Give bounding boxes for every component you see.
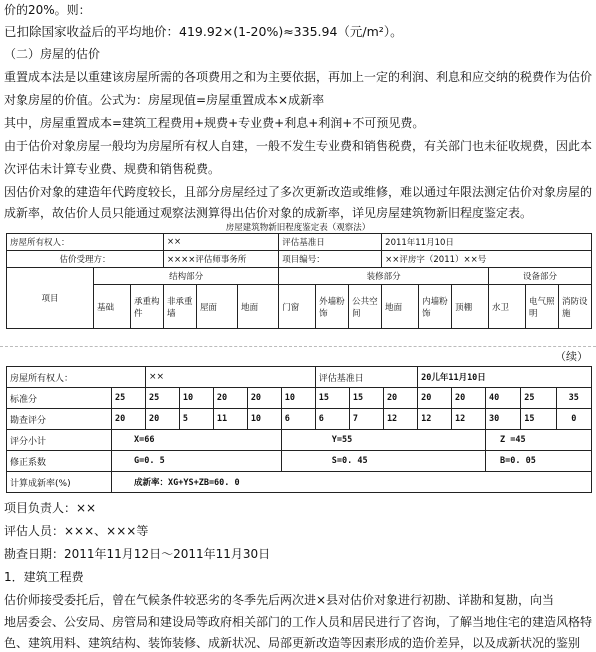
result-value: 成新率：XG+YS+ZB=60. 0 (112, 472, 592, 493)
subtotal-decoration: Y=55 (281, 430, 485, 451)
date-label: 评估基准日 (315, 367, 417, 388)
cell: 12 (418, 409, 452, 430)
cell: 20 (452, 388, 486, 409)
table-row (7, 430, 592, 451)
cell: 25 (145, 388, 179, 409)
group-header: 设备部分 (489, 268, 592, 285)
group-header: 结构部分 (94, 268, 279, 285)
row-label: 修正系数 (7, 451, 112, 472)
owner-label: 房屋所有权人： (7, 367, 146, 388)
coef-equipment: B=0. 05 (486, 451, 592, 472)
project-no-label: 项目编号： (279, 251, 382, 268)
cell: 20 (213, 388, 247, 409)
owner-label: 房屋所有权人： (7, 234, 164, 251)
cell: 7 (349, 409, 383, 430)
cell: 0 (556, 409, 591, 430)
assessment-table (6, 233, 592, 329)
row-label: 勘查评分 (7, 409, 112, 430)
cell: 40 (486, 388, 521, 409)
divider (0, 346, 596, 347)
paragraph: 对象房屋的价值。公式为：房屋现值=房屋重置成本×成新率 (4, 93, 325, 107)
table-row (7, 472, 592, 493)
paragraph: 由于估价对象房屋一般均为房屋所有权人自建，一般不发生专业费和销售税费，有关部门也未征收规费，因此本 (4, 139, 593, 153)
date-value: 20儿年11月10日 (418, 367, 592, 388)
paragraph: 重置成本法是以重建该房屋所需的各项费用之和为主要依据，再加上一定的利润、利息和应交纳的税费作为估价 (4, 70, 593, 84)
column-header: 消防设施 (559, 285, 592, 329)
client-label: 估价受理方： (7, 251, 164, 268)
subtotal-structure: X=66 (112, 430, 282, 451)
coef-decoration: S=0. 45 (281, 451, 485, 472)
subtotal-equipment: Z =45 (486, 430, 592, 451)
paragraph: 价的20%。则： (4, 3, 91, 17)
cell: 25 (521, 388, 556, 409)
cell: 35 (556, 388, 591, 409)
cell: 20 (145, 409, 179, 430)
cell: 5 (179, 409, 213, 430)
table-row (7, 388, 592, 409)
row-label: 评分小计 (7, 430, 112, 451)
column-header: 水卫 (489, 285, 526, 329)
cell: 6 (281, 409, 315, 430)
column-header: 屋面 (196, 285, 237, 329)
paragraph: 估价师接受委托后，曾在气候条件较恶劣的冬季先后两次进×县对估价对象进行初勘、详勘和复勘，向当 (4, 593, 555, 607)
row-label: 标准分 (7, 388, 112, 409)
owner-value: ×× (145, 367, 315, 388)
paragraph: 色、建筑用料、建筑结构、装饰装修、成新状况、局部更新改造等因素形成的造价差异，以及成新状况的鉴别 (4, 636, 581, 650)
date-value: 2011年11月10日 (382, 234, 592, 251)
cell: 10 (281, 388, 315, 409)
column-header: 地面 (238, 285, 279, 329)
assessment-table-continued (6, 366, 592, 493)
paragraph: 地居委会、公安局、房管局和建设局等政府相关部门的工作人员和居民进行了咨询，了解当地住宅的建造风格特 (4, 615, 593, 629)
cell: 30 (486, 409, 521, 430)
cell: 6 (315, 409, 349, 430)
cell: 12 (452, 409, 486, 430)
column-header: 内墙粉饰 (419, 285, 452, 329)
column-header: 公共空间 (349, 285, 382, 329)
table-row (7, 451, 592, 472)
table-title: 房屋建筑物新旧程度鉴定表（观察法） (225, 223, 371, 233)
column-header: 地面 (382, 285, 419, 329)
continued-label: （续） (555, 350, 588, 363)
section-heading: （二）房屋的估价 (4, 47, 101, 61)
column-header: 基础 (94, 285, 131, 329)
cell: 15 (349, 388, 383, 409)
paragraph: 成新率，故估价人员只能通过观察法测算得出估价对象的成新率，详见房屋建筑物新旧程度鉴定表。 (4, 206, 533, 220)
date-label: 评估基准日 (279, 234, 382, 251)
cell: 10 (247, 409, 281, 430)
project-no-value: ××评房字（2011）××号 (382, 251, 592, 268)
column-header: 电气照明 (526, 285, 559, 329)
paragraph: 评估人员：×××、×××等 (4, 524, 149, 538)
paragraph: 已扣除国家收益后的平均地价：419.92×(1-20%)≈335.94（元/m²）。 (4, 24, 403, 39)
paragraph: 次评估未计算专业费、规费和销售税费。 (4, 162, 221, 176)
paragraph: 项目负责人：×× (4, 501, 97, 515)
cell: 20 (418, 388, 452, 409)
cell: 20 (112, 409, 146, 430)
section-heading: 1．建筑工程费 (4, 570, 84, 584)
cell: 15 (521, 409, 556, 430)
cell: 20 (247, 388, 281, 409)
paragraph: 因估价对象的建造年代跨度较长，且部分房屋经过了多次更新改造或维修，难以通过年限法测定估价对象房屋的 (4, 185, 593, 199)
cell: 10 (179, 388, 213, 409)
cell: 25 (112, 388, 146, 409)
row-label: 计算成新率(%) (7, 472, 112, 493)
item-label: 项目 (7, 268, 94, 329)
cell: 12 (383, 409, 417, 430)
table-row (7, 409, 592, 430)
column-header: 非承重墙 (163, 285, 196, 329)
paragraph: 勘查日期：2011年11月12日～2011年11月30日 (4, 547, 271, 561)
client-value: ××××评估师事务所 (163, 251, 278, 268)
column-header: 门窗 (279, 285, 316, 329)
group-header: 装修部分 (279, 268, 489, 285)
owner-value: ×× (163, 234, 278, 251)
column-header: 顶棚 (452, 285, 489, 329)
column-header: 外墙粉饰 (316, 285, 349, 329)
coef-structure: G=0. 5 (112, 451, 282, 472)
paragraph: 其中，房屋重置成本=建筑工程费用+规费+专业费+利息+利润+不可预见费。 (4, 116, 425, 130)
column-header: 承重构件 (130, 285, 163, 329)
cell: 20 (383, 388, 417, 409)
cell: 15 (315, 388, 349, 409)
cell: 11 (213, 409, 247, 430)
